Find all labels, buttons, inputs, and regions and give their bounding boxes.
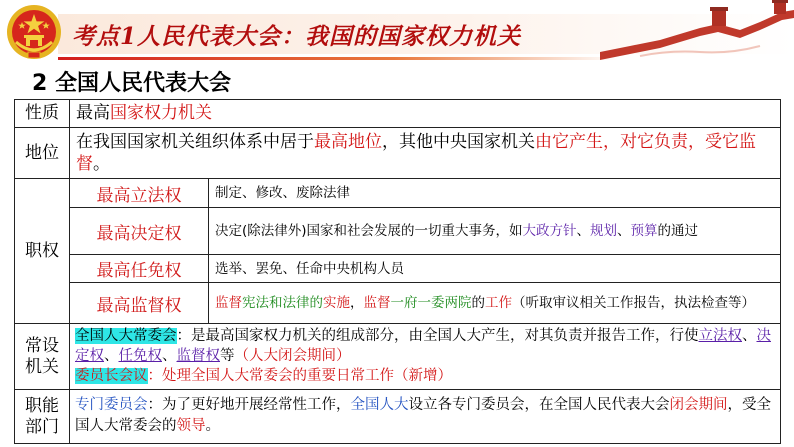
section-title: 2 全国人民代表大会 xyxy=(32,71,231,96)
power-supervision-desc xyxy=(209,283,781,324)
decision-d1: 决定(除法律外)国家和社会发展的一切重大事务，如 xyxy=(215,223,523,239)
function-f7: 领导 xyxy=(176,418,206,434)
power-appointment-desc xyxy=(209,255,781,283)
function-f5: 闭会期间 xyxy=(669,397,728,413)
function-f3: 全国人大 xyxy=(350,397,409,413)
nature-prefix: 最高 xyxy=(76,103,110,123)
status-t1: 在我国国家机关组织体系中居于 xyxy=(76,132,314,152)
supervision-d4: ， xyxy=(350,294,364,311)
function-f2: ：为了更好地开展经常性工作， xyxy=(147,397,351,413)
supervision-d6: 一府一委两院 xyxy=(390,294,472,311)
great-wall-icon xyxy=(600,0,794,60)
label-function xyxy=(15,390,70,443)
standing-s4: 、 xyxy=(742,328,757,344)
supervision-d2: 宪法和法律的 xyxy=(242,294,323,311)
decision-d3: 、 xyxy=(576,223,591,239)
function-f4: 设立各专门委员会，在全国人民代表大会 xyxy=(408,397,670,413)
content-function xyxy=(70,390,781,443)
label-function-text: 职能部门 xyxy=(24,395,59,437)
standing-s9: 监督权 xyxy=(176,348,220,364)
decision-d4: 规划 xyxy=(590,223,618,239)
standing-s7: 任免权 xyxy=(118,348,162,364)
header-title: 考点1人民代表大会：我国的国家权力机关 xyxy=(72,23,522,50)
label-status xyxy=(15,128,70,179)
decision-d5: 、 xyxy=(617,223,631,239)
label-status-text: 地位 xyxy=(25,142,59,163)
supervision-d1: 监督 xyxy=(215,294,242,311)
status-t3: ，其他中央国家机关 xyxy=(382,132,535,152)
standing-s2: ：是最高国家权力机关的组成部分，由全国人大产生，对其负责并报告工作，行使 xyxy=(176,328,699,344)
standing-s13: ：处理全国人大常委会的重要日常工作（新增） xyxy=(147,368,452,384)
status-t5: 。 xyxy=(93,154,110,174)
power-decision xyxy=(70,208,209,255)
standing-s6: 、 xyxy=(104,348,119,364)
power-appointment xyxy=(70,255,209,283)
label-nature xyxy=(15,100,70,128)
standing-s5: 决定权 xyxy=(75,328,771,364)
supervision-d5: 监督 xyxy=(363,294,391,311)
status-t4: 由它产生，对它负责，受它监督 xyxy=(76,132,756,174)
power-supervision-name: 最高监督权 xyxy=(96,295,182,316)
function-f8: 。 xyxy=(205,418,220,434)
power-supervision xyxy=(70,283,209,324)
national-emblem-icon xyxy=(4,2,64,62)
label-nature-text: 性质 xyxy=(25,103,59,123)
nature-highlight: 国家权力机关 xyxy=(110,103,212,123)
power-legislative-desc xyxy=(209,179,781,208)
function-f6: ，受全国人大常委会的 xyxy=(75,397,771,434)
label-powers xyxy=(15,179,70,324)
content-standing xyxy=(70,324,781,390)
label-standing-text: 常设机关 xyxy=(24,335,59,377)
supervision-d8: 工作 xyxy=(485,294,512,311)
standing-s11: （人大闭会期间） xyxy=(234,348,351,364)
supervision-d7: 的 xyxy=(471,294,485,311)
supervision-d9: （听取审议相关工作报告，执法检查等） xyxy=(512,294,755,311)
power-legislative xyxy=(70,179,209,208)
function-f1: 专门委员会 xyxy=(75,397,148,413)
npc-table xyxy=(14,99,781,444)
power-appointment-name: 最高任免权 xyxy=(96,261,182,281)
power-decision-desc-text xyxy=(215,221,698,241)
power-legislative-name: 最高立法权 xyxy=(96,185,182,206)
content-nature xyxy=(70,100,781,128)
power-legislative-desc-text: 制定、修改、废除法律 xyxy=(215,185,350,201)
chairman-meeting-highlight: 委员长会议 xyxy=(75,368,148,384)
content-status xyxy=(70,128,781,179)
decision-d6: 预算 xyxy=(630,223,658,239)
standing-s8: 、 xyxy=(162,348,177,364)
supervision-d3: 实施 xyxy=(323,294,350,311)
power-decision-desc xyxy=(209,208,781,255)
header-underline xyxy=(58,57,618,60)
standing-s10: 等 xyxy=(220,348,235,364)
decision-d2: 大政方针 xyxy=(522,223,577,239)
label-powers-text: 职权 xyxy=(25,240,59,261)
label-standing xyxy=(15,324,70,390)
slide-header xyxy=(0,0,794,62)
standing-s3: 立法权 xyxy=(698,328,742,344)
status-t2: 最高地位 xyxy=(314,132,382,152)
decision-d7: 的通过 xyxy=(657,223,699,239)
power-supervision-desc-text xyxy=(215,294,755,313)
power-decision-name: 最高决定权 xyxy=(96,223,182,244)
standing-committee-highlight: 全国人大常委会 xyxy=(75,328,177,344)
power-appointment-desc-text: 选举、罢免、任命中央机构人员 xyxy=(215,260,404,277)
